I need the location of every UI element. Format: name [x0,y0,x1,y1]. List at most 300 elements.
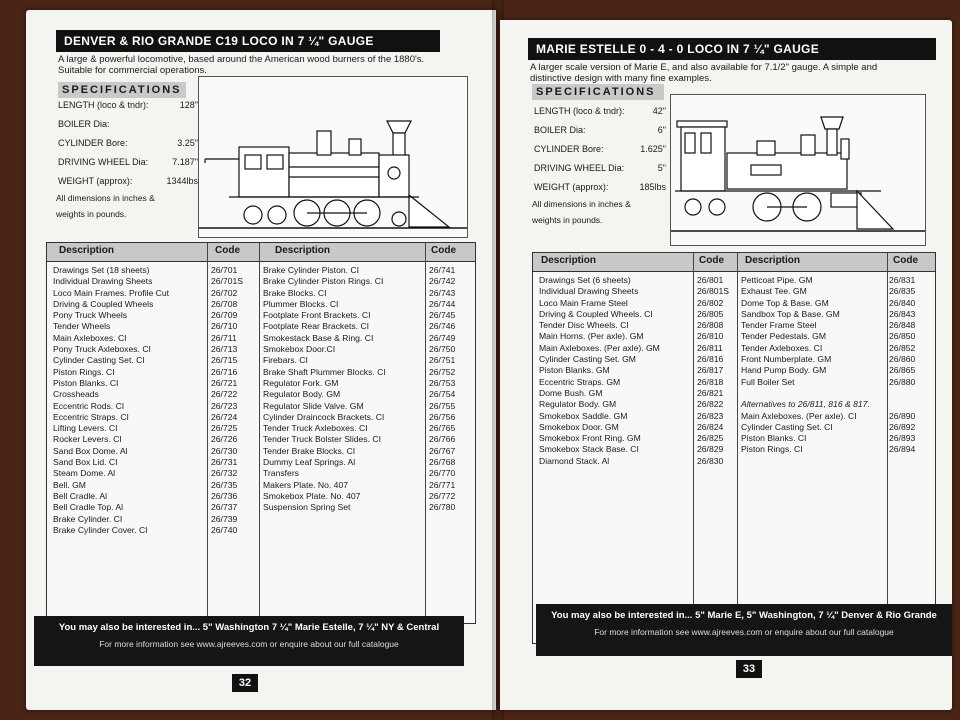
table-row [539,298,733,309]
table-row [263,333,469,344]
intro-line: Suitable for commercial operations. [58,65,207,76]
part-code: 26/743 [429,287,456,298]
part-code: 26/835 [889,286,916,297]
part-description: Rocker Levers. CI [53,434,122,445]
part-description: Regulator Body. GM [263,389,341,400]
part-description: Full Boiler Set [741,376,795,387]
part-description: Piston Blanks. CI [741,433,807,444]
website-note: For more information see www.ajreeves.com or enquire about our full catalogue [594,627,894,637]
part-description: Cylinder Casting Set. CI [53,355,145,366]
part-code: 26/710 [211,321,238,332]
intro-line: A large & powerful locomotive, based around the American wood burners of the 1880's. [58,54,425,65]
part-description: Suspension Spring Set [263,502,351,513]
spec-row [58,176,198,186]
table-row [53,480,253,491]
table-row [741,388,931,399]
spec-label: CYLINDER Bore: [534,144,604,154]
part-description: Firebars. CI [263,355,308,366]
table-row [741,399,931,410]
part-code: 26/843 [889,308,916,319]
part-code: 26/766 [429,434,456,445]
table-row [263,401,469,412]
part-code: 26/722 [211,389,238,400]
table-row [539,365,733,376]
table-row [741,343,931,354]
table-row [263,412,469,423]
spec-label: DRIVING WHEEL Dia: [534,163,625,173]
table-row [741,320,931,331]
note-line: All dimensions in inches & [56,193,155,203]
table-row [539,343,733,354]
part-code: 26/751 [429,355,456,366]
part-code: 26/808 [697,320,724,331]
part-code: 26/802 [697,297,724,308]
part-code: 26/702 [211,287,238,298]
part-description: Eccentric Straps. CI [53,411,129,422]
part-code: 26/817 [697,365,724,376]
part-code: 26/708 [211,298,238,309]
part-description: Loco Main Frames. Profile Cut [53,287,170,298]
spec-label: WEIGHT (approx): [58,176,133,186]
parts-table [532,252,936,644]
table-row [53,333,253,344]
table-row [263,288,469,299]
table-row [741,298,931,309]
part-description: Sand Box Lid. CI [53,457,118,468]
dimensions-note [56,190,155,222]
part-description: Brake Cylinder. CI [53,513,123,524]
table-row [741,411,931,422]
table-row [539,411,733,422]
intro-line: distinctive design with many fine examples. [530,73,712,84]
part-code: 26/822 [697,399,724,410]
table-row [53,355,253,366]
table-row [539,433,733,444]
part-code: 26/865 [889,365,916,376]
part-code: 26/780 [429,502,456,513]
table-row [263,389,469,400]
spec-label: WEIGHT (approx): [534,182,609,192]
part-code: 26/893 [889,433,916,444]
table-row [53,321,253,332]
part-code: 26/821 [697,387,724,398]
table-row [53,514,253,525]
intro-text [58,54,478,76]
table-row [539,354,733,365]
part-description: Tender Pedestals. GM [741,331,827,342]
part-code: 26/753 [429,377,456,388]
table-row [539,399,733,410]
part-code: 26/732 [211,468,238,479]
part-code: 26/737 [211,502,238,513]
table-row [263,344,469,355]
part-code: 26/805 [697,308,724,319]
part-description: Pony Truck Axleboxes. CI [53,344,151,355]
table-row [741,422,931,433]
catalogue-page-right [500,20,952,710]
table-row [263,299,469,310]
part-code: 26/736 [211,490,238,501]
spec-label: BOILER Dia: [58,119,110,129]
table-row [741,286,931,297]
specifications-heading: SPECIFICATIONS [532,84,664,100]
footer-banner [34,616,464,666]
part-code: 26/701 [211,265,238,275]
part-code: 26/716 [211,366,238,377]
part-description: Smokebox Plate. No. 407 [263,490,361,501]
spec-value: 1.625" [640,144,666,154]
table-row [53,457,253,468]
table-row [53,288,253,299]
note-line: All dimensions in inches & [532,199,631,209]
part-code: 26/752 [429,366,456,377]
part-description: Footplate Rear Brackets. CI [263,321,370,332]
part-description: Eccentric Straps. GM [539,376,621,387]
part-code: 26/744 [429,298,456,309]
part-code: 26/767 [429,445,456,456]
spec-label: LENGTH (loco & tndr): [534,106,625,116]
part-description: Regulator Slide Valve. GM [263,400,364,411]
note-line: weights in pounds. [532,215,603,225]
part-code: 26/740 [211,524,238,535]
page-number: 33 [736,660,762,678]
table-row [263,502,469,513]
part-description: Regulator Fork. GM [263,377,339,388]
c19-locomotive-illustration [199,77,467,237]
table-row [741,354,931,365]
table-row [539,309,733,320]
part-description: Main Horns. (Per axle). GM [539,331,644,342]
part-description: Brake Shaft Plummer Blocks. CI [263,366,386,377]
part-description: Brake Blocks. CI [263,287,327,298]
part-code: 26/825 [697,433,724,444]
spec-row [58,100,198,110]
spec-value: 1344lbs [166,176,198,186]
part-description: Smokebox Saddle. GM [539,410,628,421]
part-description: Sandbox Top & Base. GM [741,308,840,319]
part-code: 26/756 [429,411,456,422]
table-row [53,491,253,502]
description-header: Description [541,255,597,266]
table-row [53,344,253,355]
part-code: 26/771 [429,479,456,490]
parts-column [741,275,931,456]
part-description: Smokebox Front Ring. GM [539,433,641,444]
table-row [53,389,253,400]
table-row [539,388,733,399]
part-code: 26/724 [211,411,238,422]
intro-text [530,62,942,84]
part-description: Piston Rings. CI [741,444,803,455]
part-description: Diamond Stack. Al [539,455,610,466]
parts-table [46,242,476,624]
table-row [53,401,253,412]
part-description: Dummy Leaf Springs. Al [263,457,356,468]
code-header: Code [431,245,456,256]
spec-label: LENGTH (loco & tndr): [58,100,149,110]
part-description: Drawings Set (18 sheets) [53,265,150,275]
spec-row [58,119,198,129]
spec-row [534,182,666,192]
specifications-heading: SPECIFICATIONS [58,82,186,98]
part-code: 26/749 [429,332,456,343]
table-row [539,275,733,286]
table-row [53,310,253,321]
parts-column [53,265,253,536]
spec-row [58,157,198,167]
part-description: Smokestack Base & Ring. CI [263,332,374,343]
part-code: 26/772 [429,490,456,501]
part-code: 26/750 [429,344,456,355]
part-description: Crossheads [53,389,99,400]
spec-label: BOILER Dia: [534,125,586,135]
part-description: Dome Top & Base. GM [741,297,829,308]
part-description: Tender Truck Axleboxes. CI [263,423,368,434]
table-row [53,446,253,457]
code-header: Code [893,255,918,266]
part-code: 26/765 [429,423,456,434]
part-code: 26/892 [889,421,916,432]
spec-label: DRIVING WHEEL Dia: [58,157,149,167]
table-row [53,525,253,536]
part-description: Smokebox Door. GM [539,421,619,432]
part-code: 26/831 [889,275,916,285]
part-description: Bell Cradle Top. Al [53,502,124,513]
part-description: Brake Cylinder Cover. CI [53,524,148,535]
part-code: 26/735 [211,479,238,490]
table-row [263,457,469,468]
part-description: Individual Drawing Sheets [53,276,153,287]
part-code: 26/711 [211,332,237,343]
spec-row [534,106,666,116]
table-row [539,320,733,331]
description-header: Description [745,255,801,266]
part-description: Smokebox Stack Base. CI [539,444,639,455]
code-header: Code [215,245,240,256]
table-row [263,434,469,445]
table-row [539,456,733,467]
part-code: 26/713 [211,344,238,355]
part-description: Eccentric Rods. CI [53,400,125,411]
part-description: Tender Frame Steel [741,320,817,331]
table-row [263,423,469,434]
part-description: Tender Disc Wheels. CI [539,320,629,331]
table-row [53,423,253,434]
table-row [263,378,469,389]
table-row [53,299,253,310]
description-header: Description [275,245,331,256]
part-description: Bell Cradle. Al [53,490,107,501]
table-row [53,412,253,423]
part-description: Piston Rings. CI [53,366,115,377]
code-header: Code [699,255,724,266]
intro-line: A larger scale version of Marie E, and also available for 7.1/2" gauge. A simple and [530,62,878,73]
parts-column [263,265,469,514]
spec-value: 3.25" [177,138,198,148]
part-code: 26/880 [889,376,916,387]
part-description: Cylinder Casting Set. CI [741,421,833,432]
part-description: Main Axleboxes. CI [53,332,127,343]
part-code: 26/890 [889,410,916,421]
marie-estelle-locomotive-illustration [671,95,925,245]
note-line: weights in pounds. [56,209,127,219]
part-code: 26/801S [697,286,730,297]
part-description: Makers Plate. No. 407 [263,479,349,490]
part-description: Tender Axleboxes. CI [741,342,823,353]
table-row [539,331,733,342]
part-code: 26/850 [889,331,916,342]
table-row [263,480,469,491]
part-code: 26/741 [429,265,456,275]
part-code: 26/829 [697,444,724,455]
part-description: Sand Box Dome. Al [53,445,128,456]
part-code: 26/742 [429,276,456,287]
part-code: 26/745 [429,310,456,321]
table-header [533,253,935,272]
part-code: 26/770 [429,468,456,479]
part-code: 26/840 [889,297,916,308]
part-code: 26/730 [211,445,238,456]
spec-value: 7.187" [172,157,198,167]
table-header [47,243,475,262]
table-row [263,276,469,287]
part-description: Brake Cylinder Piston Rings. CI [263,276,384,287]
page-number: 32 [232,674,258,692]
part-description: Hand Pump Body. GM [741,365,827,376]
part-description: Main Axleboxes. (Per axle). CI [741,410,857,421]
table-row [539,286,733,297]
part-description: Driving & Coupled Wheels. CI [539,308,653,319]
part-description: Loco Main Frame Steel [539,297,628,308]
part-code: 26/725 [211,423,238,434]
website-note: For more information see www.ajreeves.com or enquire about our full catalogue [99,639,399,649]
part-code: 26/860 [889,354,916,365]
part-code: 26/723 [211,400,238,411]
part-code: 26/746 [429,321,456,332]
part-description: Regulator Body. GM [539,399,617,410]
part-code: 26/830 [697,455,724,466]
part-code: 26/818 [697,376,724,387]
part-description: Footplate Front Brackets. CI [263,310,371,321]
table-row [263,446,469,457]
part-code: 26/715 [211,355,238,366]
related-products: You may also be interested in... 5" Washington 7 ¼" Marie Estelle, 7 ¼" NY & Central [58,622,440,633]
table-row [263,310,469,321]
table-row [53,378,253,389]
part-code: 26/811 [697,342,723,353]
part-description: Driving & Coupled Wheels [53,298,154,309]
part-description: Cylinder Draincock Brackets. CI [263,411,385,422]
table-row [263,367,469,378]
part-code: 26/755 [429,400,456,411]
table-row [53,265,253,276]
part-description: Exhaust Tee. GM [741,286,807,297]
table-row [741,365,931,376]
part-description: Piston Blanks. GM [539,365,610,376]
part-code: 26/894 [889,444,916,455]
table-row [53,434,253,445]
part-description: Steam Dome. Al [53,468,116,479]
part-code: 26/823 [697,410,724,421]
part-code: 26/721 [211,377,238,388]
table-row [53,502,253,513]
spec-value: 42" [652,106,666,116]
part-description: Dome Bush. GM [539,387,603,398]
part-description: Main Axleboxes. (Per axle). GM [539,342,660,353]
part-code: 26/739 [211,513,238,524]
part-code: 26/709 [211,310,238,321]
part-description: Tender Truck Bolster Slides. CI [263,434,381,445]
part-description: Drawings Set (6 sheets) [539,275,631,285]
table-row [741,433,931,444]
spec-row [534,125,666,135]
spec-row [534,163,666,173]
part-description: Bell. GM [53,479,86,490]
part-description: Brake Cylinder Piston. CI [263,265,359,275]
table-row [741,377,931,388]
table-row [539,377,733,388]
table-row [53,468,253,479]
table-row [263,468,469,479]
part-code: 26/816 [697,354,724,365]
table-row [741,275,931,286]
footer-banner [536,604,952,656]
table-row [539,444,733,455]
part-code: 26/768 [429,457,456,468]
table-row [263,491,469,502]
part-description: Piston Blanks. CI [53,377,119,388]
table-row [539,422,733,433]
part-code: 26/754 [429,389,456,400]
part-description: Plummer Blocks. CI [263,298,339,309]
table-row [741,309,931,320]
table-row [263,355,469,366]
spec-row [534,144,666,154]
catalogue-page-left [26,10,496,710]
spec-value: 185lbs [639,182,666,192]
spec-value: 5" [657,163,666,173]
spec-row [58,138,198,148]
part-code: 26/801 [697,275,724,285]
part-description: Petticoat Pipe. GM [741,275,813,285]
part-description: Cylinder Casting Set. GM [539,354,636,365]
table-row [263,321,469,332]
table-row [263,265,469,276]
table-row [741,444,931,455]
alternatives-note: Alternatives to 26/811, 816 & 817. [741,399,870,410]
description-header: Description [59,245,115,256]
table-row [741,331,931,342]
table-row [53,367,253,378]
dimensions-note [532,196,631,228]
part-code: 26/852 [889,342,916,353]
part-description: Individual Drawing Sheets [539,286,639,297]
locomotive-drawing [670,94,926,246]
locomotive-drawing [198,76,468,238]
part-code: 26/726 [211,434,238,445]
part-code: 26/810 [697,331,724,342]
spec-value: 6" [657,125,666,135]
part-description: Smokebox Door.CI [263,344,336,355]
part-description: Transfers [263,468,299,479]
part-code: 26/701S [211,276,244,287]
part-code: 26/824 [697,421,724,432]
part-code: 26/731 [211,457,238,468]
part-description: Lifting Levers. CI [53,423,118,434]
part-description: Front Numberplate. GM [741,354,832,365]
part-code: 26/848 [889,320,916,331]
part-description: Tender Wheels [53,321,111,332]
